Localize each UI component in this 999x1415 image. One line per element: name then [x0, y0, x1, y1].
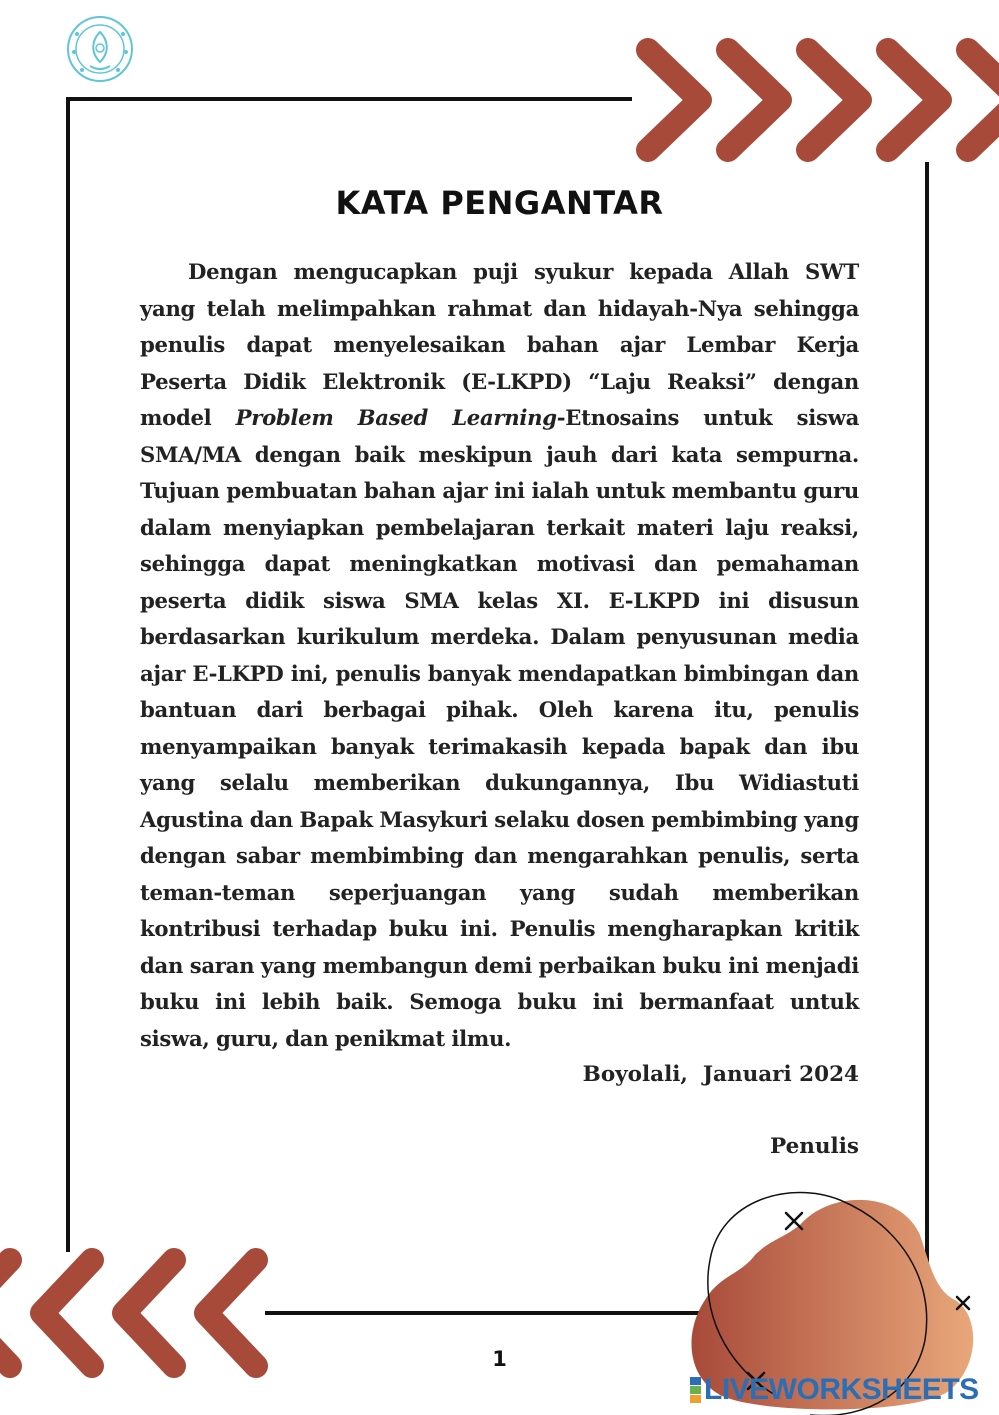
chevron-right-icon	[728, 50, 780, 150]
author-signature: Penulis	[770, 1134, 859, 1159]
liveworksheets-logo-icon	[690, 1377, 701, 1403]
page-title: KATA PENGANTAR	[335, 184, 664, 222]
frame-left-line	[66, 97, 70, 1252]
body-text-italic: Problem Based Learning	[235, 405, 557, 430]
chevron-right-icon	[968, 50, 999, 150]
body-paragraph	[140, 254, 859, 1057]
body-text-part: Dengan mengucapkan puji syukur kepada Allah SWT yang telah melimpahkan rahmat dan hidayah-Nya sehingga penulis dapat menyelesaikan bahan ajar Lembar Kerja Peserta Didik Elektronik (E-LKPD) “Laju Reaksi” dengan model	[140, 259, 859, 430]
watermark-text: LIVEWORKSHEETS	[704, 1373, 979, 1406]
place-date: Boyolali, Januari 2024	[582, 1062, 859, 1087]
chevron-right-icon	[648, 50, 700, 150]
chevron-right-icon	[808, 50, 860, 150]
top-chevrons-decoration	[0, 0, 999, 170]
liveworksheets-watermark[interactable]	[690, 1373, 979, 1407]
body-text-part: -Etnosains untuk siswa SMA/MA dengan baik meskipun jauh dari kata sempurna. Tujuan pembuatan bahan ajar ini ialah untuk membantu guru dalam menyiapkan pembelajaran terkait materi laju reaksi, sehingga dapat meningkatkan motivasi dan pemahaman peserta didik siswa SMA kelas XI. E-LKPD ini disusun berdasarkan kurikulum merdeka. Dalam penyusunan media ajar E-LKPD ini, penulis banyak mendapatkan bimbingan dan bantuan dari berbagai pihak. Oleh karena itu, penulis menyampaikan banyak terimakasih kepada bapak dan ibu yang selalu memberikan dukungannya, Ibu Widiastuti Agustina dan Bapak Masykuri selaku dosen pembimbing yang dengan sabar membimbing dan mengarahkan penulis, serta teman-teman seperjuangan yang sudah memberikan kontribusi terhadap buku ini. Penulis mengharapkan kritik dan saran yang membangun demi perbaikan buku ini menjadi buku ini lebih baik. Semoga buku ini bermanfaat untuk siswa, guru, dan penikmat ilmu.	[140, 405, 859, 1051]
bottom-chevrons-decoration	[0, 1240, 300, 1415]
frame-right-line	[925, 162, 929, 1312]
chevron-right-icon	[888, 50, 940, 150]
page-number: 1	[492, 1347, 507, 1371]
